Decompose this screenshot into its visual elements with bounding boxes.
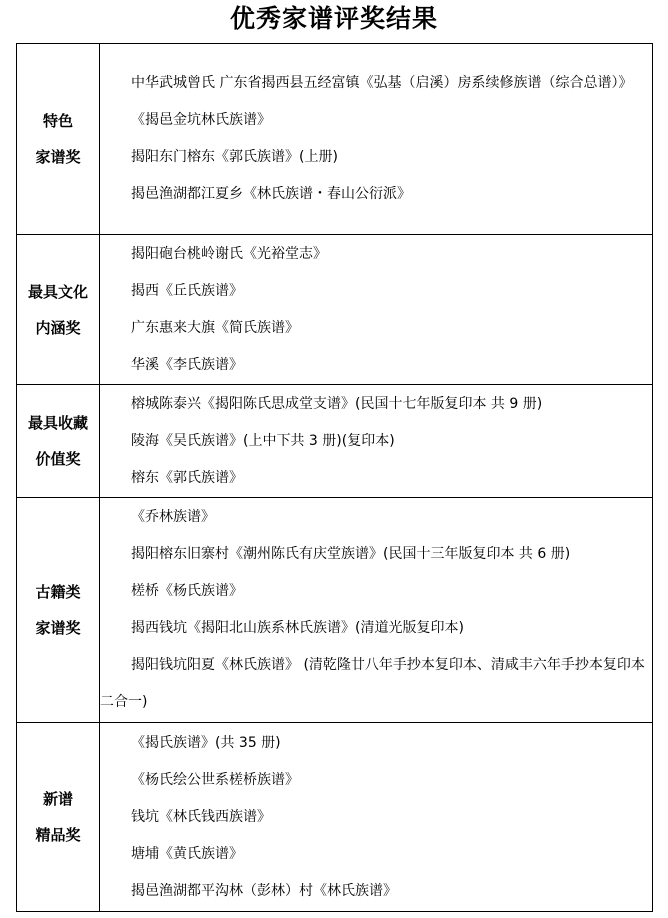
- list-item: 中华武城曾氏 广东省揭西县五经富镇《弘基（启溪）房系续修族谱（综合总谱）》: [131, 75, 633, 91]
- list-item: 陵海《吴氏族谱》(上中下共 3 册)(复印本): [131, 432, 395, 449]
- category-name-line: 家谱奖: [35, 148, 81, 166]
- list-item: 揭邑渔湖都平沟林（彭林）村《林氏族谱》: [131, 882, 397, 899]
- list-item: 槎桥《杨氏族谱》: [131, 583, 243, 599]
- category-name-line: 特色: [42, 112, 73, 130]
- page-title: 优秀家谱评奖结果: [229, 4, 438, 33]
- table-row: [17, 498, 653, 723]
- table-row: [17, 385, 653, 498]
- category-name-line: 内涵奖: [35, 318, 81, 337]
- category-cell: [17, 385, 100, 498]
- table-row: [17, 44, 653, 235]
- list-item: 《揭氏族谱》(共 35 册): [131, 734, 281, 751]
- list-item: 广东惠来大旗《简氏族谱》: [131, 319, 299, 336]
- list-item: 揭西《丘氏族谱》: [131, 282, 243, 299]
- list-item: 揭阳砲台桃岭谢氏《光裕堂志》: [131, 245, 327, 262]
- category-cell: [17, 723, 100, 912]
- category-name-line: 古籍类: [35, 583, 81, 601]
- category-cell: [17, 44, 100, 235]
- list-item: 华溪《李氏族谱》: [131, 356, 243, 373]
- table-row: [17, 723, 653, 912]
- list-item: 揭邑渔湖都江夏乡《林氏族谱・春山公衍派》: [131, 186, 411, 202]
- list-item: 《乔林族谱》: [131, 509, 215, 525]
- items-cell: [100, 498, 653, 723]
- list-item: 钱坑《林氏钱西族谱》: [131, 808, 271, 825]
- awards-table: [16, 43, 653, 912]
- category-cell: [17, 498, 100, 723]
- items-cell: [100, 723, 653, 912]
- category-name-line: 精品奖: [35, 826, 81, 844]
- category-name-line: 最具文化: [27, 282, 88, 301]
- category-cell: [17, 235, 100, 385]
- items-cell: [100, 44, 653, 235]
- table-row: [17, 235, 653, 385]
- items-cell: [100, 385, 653, 498]
- list-item: 揭阳钱坑阳夏《林氏族谱》 (清乾隆廿八年手抄本复印本、清咸丰六年手抄本复印本 二合一): [100, 657, 645, 710]
- list-item: 榕东《郭氏族谱》: [131, 469, 243, 486]
- list-item: 榕城陈泰兴《揭阳陈氏思成堂支谱》(民国十七年版复印本 共 9 册): [131, 395, 543, 412]
- list-item: 《杨氏绘公世系槎桥族谱》: [131, 771, 299, 788]
- items-cell: [100, 235, 653, 385]
- category-name-line: 新谱: [42, 790, 73, 808]
- list-item: 揭阳榕东旧寨村《潮州陈氏有庆堂族谱》(民国十三年版复印本 共 6 册): [131, 546, 571, 562]
- list-item: 揭阳东门榕东《郭氏族谱》(上册): [131, 149, 338, 165]
- category-name-line: 家谱奖: [35, 619, 81, 637]
- list-item: 塘埔《黄氏族谱》: [131, 845, 243, 862]
- list-item: 《揭邑金坑林氏族谱》: [131, 112, 271, 128]
- category-name-line: 价值奖: [35, 450, 81, 468]
- category-name-line: 最具收藏: [27, 414, 88, 432]
- list-item: 揭西钱坑《揭阳北山族系林氏族谱》(清道光版复印本): [131, 620, 464, 636]
